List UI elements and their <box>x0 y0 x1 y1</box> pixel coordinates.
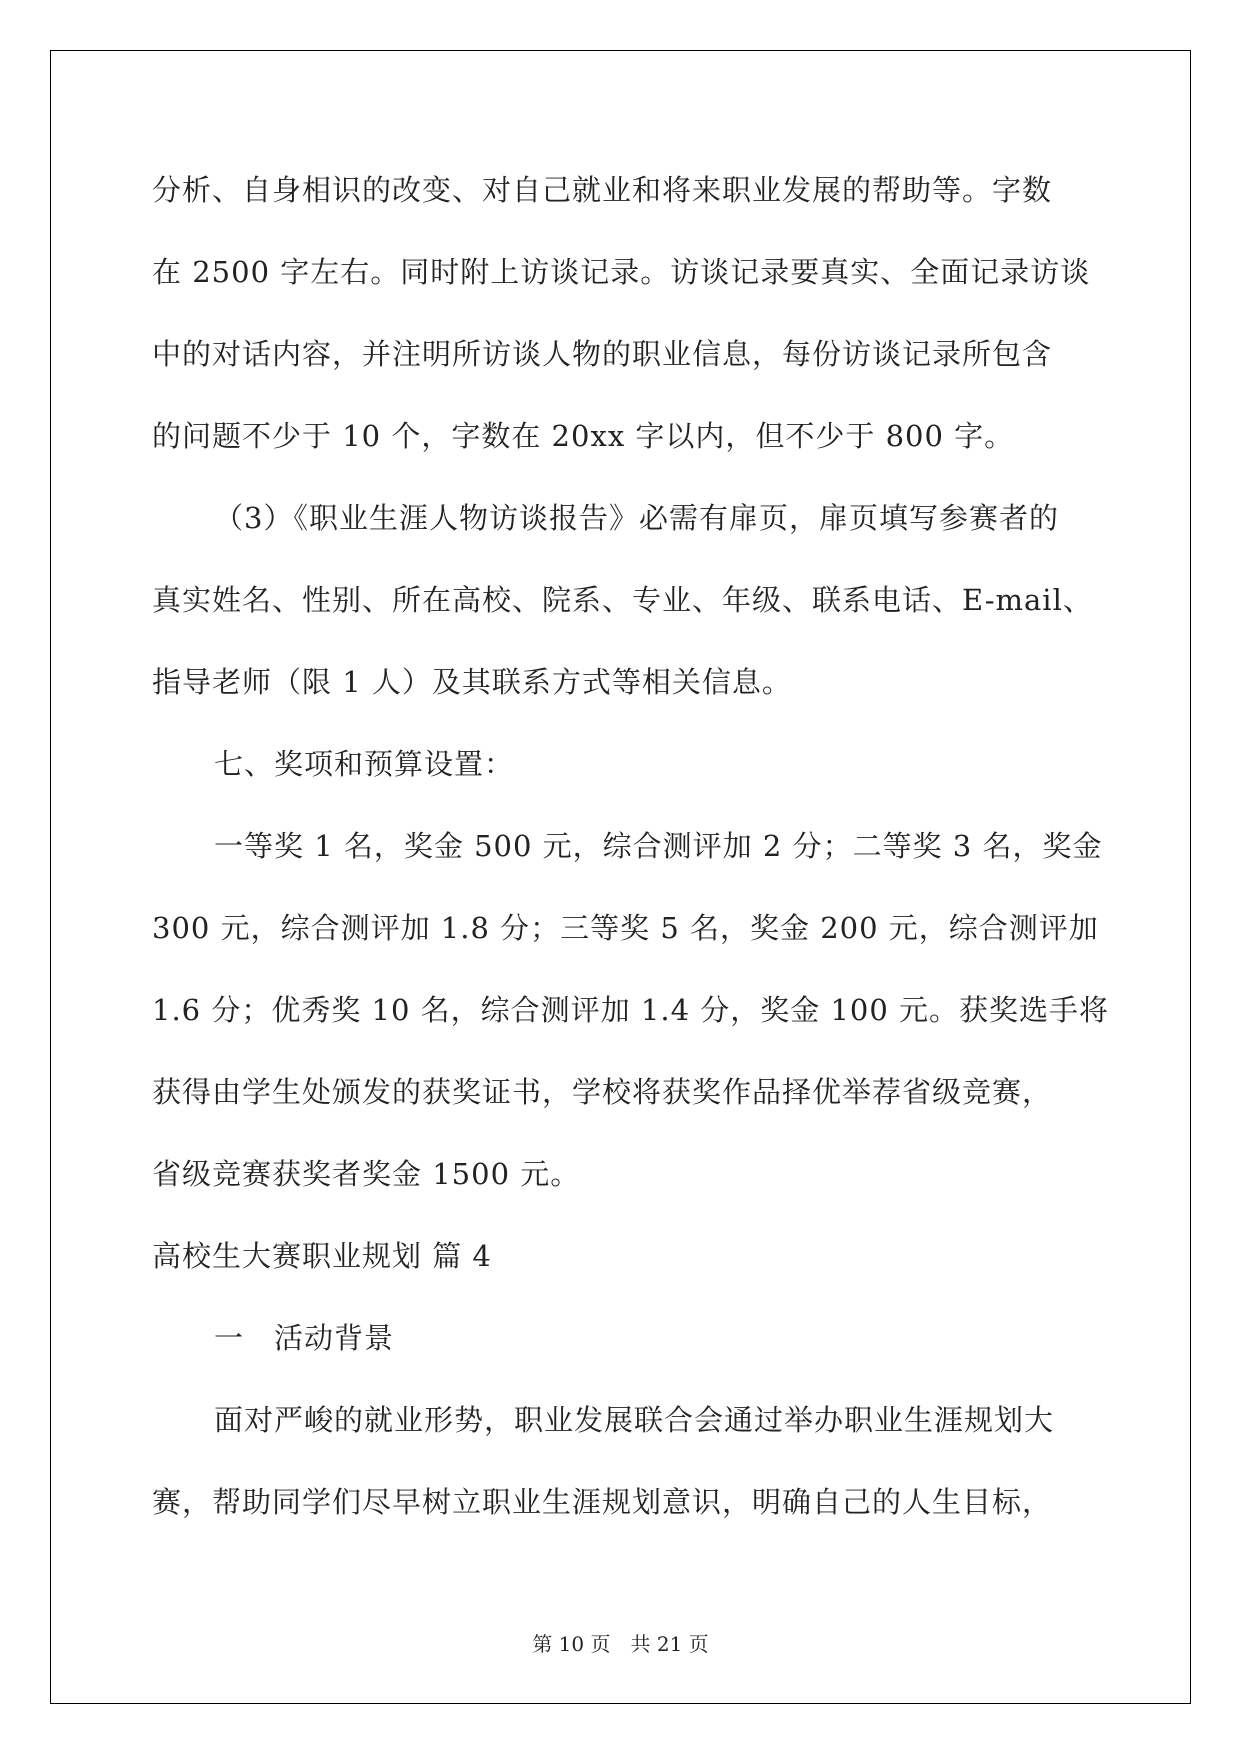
document-body <box>152 166 1110 1560</box>
text-line: （3）《职业生涯人物访谈报告》必需有扉页，扉页填写参赛者的 <box>214 501 1059 535</box>
page-number: 第 10 页 共 21 页 <box>532 1632 709 1656</box>
section-heading: 一 活动背景 <box>214 1321 395 1355</box>
section-heading: 七、奖项和预算设置： <box>214 747 515 781</box>
text-line: 获得由学生处颁发的获奖证书，学校将获奖作品择优举荐省级竞赛， <box>152 1075 1053 1109</box>
text-line: 赛，帮助同学们尽早树立职业生涯规划意识，明确自己的人生目标， <box>152 1485 1053 1519</box>
text-line: 的问题不少于 10 个，字数在 20xx 字以内，但不少于 800 字。 <box>152 419 1015 453</box>
text-line: 分析、自身相识的改变、对自己就业和将来职业发展的帮助等。字数 <box>152 173 1053 207</box>
text-line: 真实姓名、性别、所在高校、院系、专业、年级、联系电话、E-mail、 <box>152 583 1093 617</box>
article-title: 高校生大赛职业规划 篇 4 <box>152 1239 492 1273</box>
text-line: 中的对话内容，并注明所访谈人物的职业信息，每份访谈记录所包含 <box>152 337 1053 371</box>
text-line: 在 2500 字左右。同时附上访谈记录。访谈记录要真实、全面记录访谈 <box>152 255 1091 289</box>
text-line: 指导老师（限 1 人）及其联系方式等相关信息。 <box>152 665 792 699</box>
text-line: 面对严峻的就业形势，职业发展联合会通过举办职业生涯规划大 <box>214 1403 1055 1437</box>
text-line: 1.6 分；优秀奖 10 名，综合测评加 1.4 分，奖金 100 元。获奖选手将 <box>152 993 1110 1027</box>
text-line: 省级竞赛获奖者奖金 1500 元。 <box>152 1157 581 1191</box>
text-line: 一等奖 1 名，奖金 500 元，综合测评加 2 分；二等奖 3 名，奖金 <box>214 829 1103 863</box>
text-line: 300 元，综合测评加 1.8 分；三等奖 5 名，奖金 200 元，综合测评加 <box>152 911 1099 945</box>
